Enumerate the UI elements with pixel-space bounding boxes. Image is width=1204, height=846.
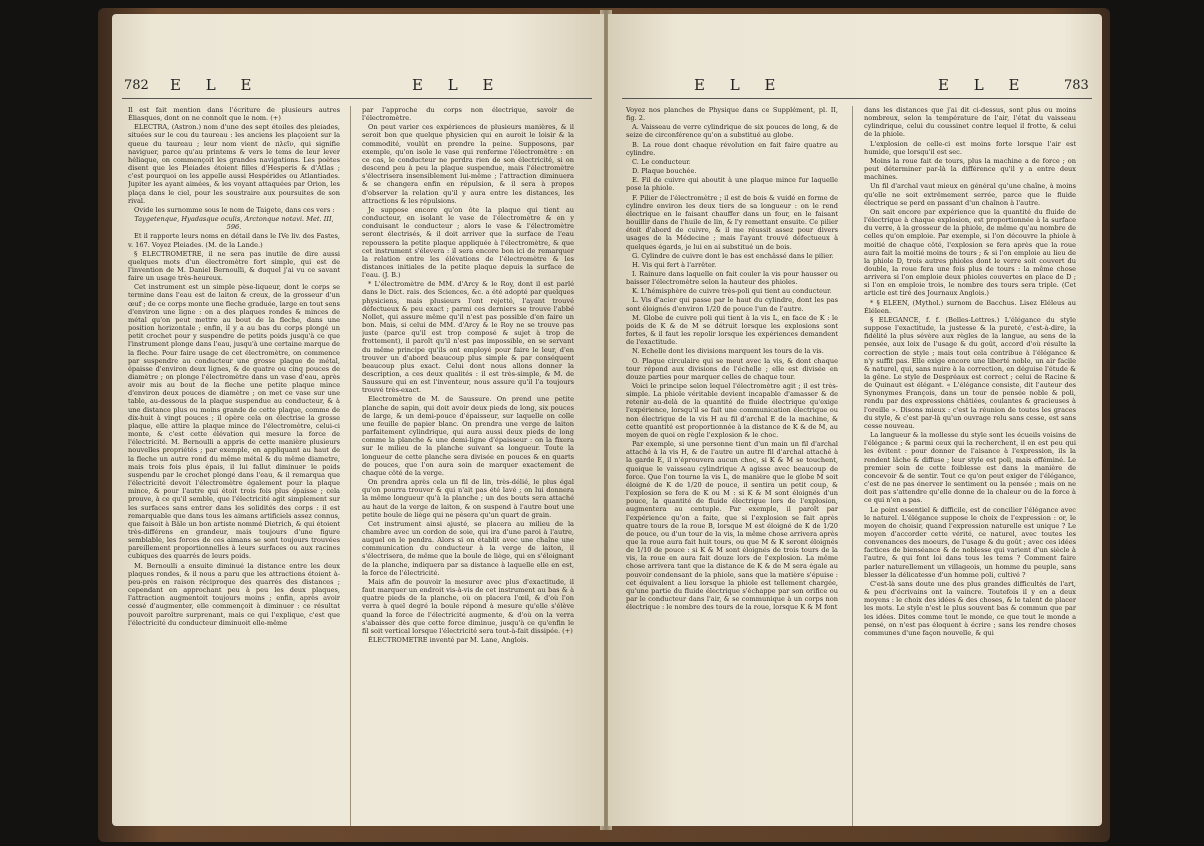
paragraph: A. Vaisseau de verre cylindrique de six pouces de long, & de seize de circonférence qu'on a substitué au globe. [626,123,838,140]
paragraph: L. Vis d'acier qui passe par le haut du cylindre, dont les pas sont éloignés d'environ 1/20 de pouce l'un de l'autre. [626,296,838,313]
paragraph: I. Rainure dans laquelle on fait couler la vis pour hausser ou baisser l'électromètre selon la hauteur des phioles. [626,269,838,287]
paragraph: Et il rapporte leurs noms en détail dans le IVe liv. des Fastes, v. 167. Voyez Pleiades. (M. de la Lande.) [128,232,340,249]
left-header-rule [122,98,592,99]
paragraph: Par exemple, si une personne tient d'un main un fil d'archal attaché à la vis H, & de l'autre un autre fil d'archal attaché à la garde E, il n'éprouvera aucun choc, si K & M se touchent, quoique le vaisseau cylindrique A agisse avec beaucoup de force. Que l'on tourne la vis L, de manière que le globe M soit éloigné de K de 1/20 de pouce, il sentira un petit coup, & l'explosion se fera de K ou M : si K & M sont éloignés d'un pouce, la quantité de fluide électrique lors de l'explosion, augmentera au centuple. Par exemple, il paroît par l'expérience qu'on a faite, que si l'explosion se fait après quatre tours de la roue B, lorsque M est éloigné de K de 1/20 de pouce, ou d'un tour de la vis, la même chose arrivera après que la roue aura fait huit tours, ou que M & K seront éloignés de 1/10 de pouce : si K & M sont éloignés de trois tours de la vis, la roue en aura fait douze lors de l'explosion. La même chose arrivera tant que la distance de K & de M sera égale au pouvoir condensant de la phiole, sans que la matière s'épuise : cet équivalent a lieu lorsque la phiole est tellement chargée, qu'une partie du fluide électrique s'échappe par son orifice ou par le conducteur dans l'air, & se communique à un corps non électrique : le nombre des tours de la roue, lorsque K & M font [626,440,838,612]
right-column-divider [852,106,853,826]
paragraph: Mais afin de pouvoir la mesurer avec plus d'exactitude, il faut marquer un endroit vis-à-vis de cet instrument au bas & à quatre pieds de la planche, où on placera l'œil, & d'où l'on verra à quel degré la boule répond à mesure qu'elle s'élève quand la force de l'électricité augmente, & d'où on la verra s'abaisser dès que cette force diminue, jusqu'à ce qu'enfin le fil soit vertical lorsque l'électricité sera tout-à-fait dissipée. (+) [362,577,574,635]
left-running-head: E L E [170,76,262,94]
right-header-rule [622,98,1092,99]
paragraph: ÉLECTROMETRE inventé par M. Lane, Anglois. [368,636,529,644]
paragraph: D. Plaque bouchée. [632,167,697,176]
paragraph: Cet instrument ainsi ajusté, se placera au milieu de la chambre avec un cordon de soie, qui ira d'une paroi à l'autre, auquel on le pendra. Alors si on établit avec une chaîne une communication du conducteur à la verge de laiton, il s'électrisera, de même que la boule de liège, qui en s'éloignant de la planche, indiquera par sa distance à laquelle elle en est, la force de l'électricité. [362,519,574,577]
right-running-head-2: E L E [938,76,1030,94]
paragraph: E. Fil de cuivre qui aboutit à une plaque mince fur laquelle pose la phiole. [626,176,838,193]
paragraph: H. Vis qui fert à l'arrêter. [632,260,717,269]
left-running-head-2: E L E [412,76,504,94]
paragraph: C'est-là sans doute une des plus grandes difficultés de l'art, & peu d'écrivains ont la vaincre. Toutefois il y en a deux moyens : le choix des idées & des choses, & le talent de placer les mots. Le style n'est le plus souvent bas & commun que par les idées. Dites comme tout le monde, ce que tout le monde a pensé, on n'est pas éloquent à écrire ; sans les rendre choses communes d'une façon nouvelle, & qui [864,579,1076,637]
paragraph: Il est fait mention dans l'écriture de plusieurs autres Éliasques, dont on ne connoît que le nom. (+) [128,106,340,123]
paragraph: La langueur & la mollesse du style sont les écueils voisins de l'élégance ; & parmi ceux qui la recherchent, il en est peu qui les évitent : pour donner de l'aisance à l'expression, ils la rendent lâche & diffuse ; leur style est poli, mais efféminé. Le premier soin de cette foiblesse est dans la manière de concevoir & de sentir. Tout ce qu'on peut exiger de l'élégance, c'est de ne pas énerver le sentiment ou la pensée ; mais on ne doit pas s'attendre qu'elle donne de la chaleur ou de la force à ce qui n'en a pas. [864,431,1076,505]
verse-quote: Taygetenque, Hyadasque oculis, Arctonque notavi. Met. III, 596. [134,215,334,232]
right-page-number: 783 [1064,78,1089,93]
right-page [608,14,1102,826]
paragraph: O. Plaque circulaire qui se meut avec la vis, & dont chaque tour répond aux divisions de l'échelle ; elle est divisée en douze parties pour marquer celles de chaque tour. [626,356,838,381]
paragraph: F. Pilier de l'électromètre ; il est de bois & vuidé en forme de cylindre environ les deux tiers de sa longueur : on le rend électrique en le faisant chauffer dans un four, en le faisant bouillir dans de l'huile de lin, & l'y remettant ensuite. Ce pilier étoit d'abord de cuivre, & il me réussit assez pour divers usages de la Médecine ; mais l'ayant trouvé défectueux à quelques égards, je lui en ai substitué un de bois. [626,193,838,251]
paragraph: Cet instrument est un simple pèse-liqueur, dont le corps se termine dans l'eau est de laiton & creux, de la grosseur d'un œuf ; de ce corps monte une fleche graduée, large en tout sens d'environ une ligne : on a des plaques rondes & minces de métal qu'on peut mettre au bout de la fleche, dans une position horizontale ; enfin, il y a au bas du corps plongé un petit crochet pour y suspendre de petits poids jusqu'à ce que l'instrument plonge dans l'eau, jusqu'à une certaine marque de la fleche. Pour faire usage de cet électromètre, on commence par suspendre au conducteur une grosse plaque de métal, épaisse d'environ deux lignes, & de quatre ou cinq pouces de diamètre ; on plonge l'électromètre dans un vase d'eau, après avoir mis au bout de la fleche une petite plaque mince d'environ deux pouces de diamètre ; on met ce vase sur une table, au-dessous de la plaque suspendue au conducteur, & à une distance plus ou moins grande de cette plaque, comme de dix-huit à vingt pouces ; il opère cela on électrise la grosse plaque, elle attire la plaque mince de l'électromètre, celui-ci monte, & c'est cette élévation qui mesure la force de l'électricité. M. Bernoulli a appris de cette manière plusieurs nouvelles propriétés ; par exemple, en appliquant au haut de la fleche un autre rond du même métal & du même diametre, mais trois fois plus épais, il lui fallut diminuer le poids suspendu par le crochet plongé dans l'eau, & il remarqua que l'électricité devoit l'électromètre également pour la plaque mince, & pour l'autre qui étoit trois fois plus épaisse ; cela prouve, à ce qu'il semble, que l'électricité agit simplement sur les surfaces sans entrer dans les solidités des corps : il est remarquable que dans tous les aimans artificiels assez connus, que faisoit à Bâle un bon artiste nommé Dietrich, & qui étoient très-différens en grandeur, mais toujours d'une figure semblable, les forces de ces aimans se sont toujours trouvées pareillement proportionnelles à leurs surfaces ou aux racines cubiques des quarrés de leurs poids. [128,283,340,561]
right-running-head: E L E [694,76,786,94]
paragraph: Voyez nos planches de Physique dans ce Supplément, pl. II, fig. 2. [626,106,838,123]
paragraph: On prendra après cela un fil de lin, très-délié, le plus égal qu'on pourra trouver & qui n'ait pas été lavé ; on lui donnera la même longueur qu'à la planche ; un des bouts sera attaché au haut de la verge de laiton, & on suspend à l'autre bout une petite boule de liège qui ne pèsera qu'un quart de grain. [362,478,574,519]
paragraph: * L'électromètre de MM. d'Arcy & le Roy, dont il est parlé dans le Dict. rais. des Sciences, &c. a été adopté par quelques physiciens, mais plusieurs l'ont rejetté, l'ayant trouvé défectueux & peu exact ; parmi ces derniers se trouve l'abbé Nollet, qui assure même qu'il n'est pas possible d'en faire un bon. Mais, si celui de MM. d'Arcy & le Roy ne se trouve pas juste (parce qu'il est trop composé & sujet à trop de frottement), il paroît qu'il n'est pas impossible, en se servant du même principe qu'ils ont employé pour faire le leur, d'en trouver un d'abord beaucoup plus simple & par conséquent beaucoup plus exact. Celui dont nous allons donner la description, a ces deux qualités : il est très-simple, & M. de Saussure qui en est l'inventeur, nous assure qu'il l'a toujours trouvé très-exact. [362,280,574,395]
paragraph: M. Bernoulli a ensuite diminué la distance entre les deux plaques rondes, & il nous a paru que les attractions étoient à-peu-près en raison réciproque des quarrés des distances ; cependant en approchant peu à peu les deux plaques, l'attraction augmentoit toujours moins ; enfin, après avoir cessé d'augmenter, elle commençoit à diminuer : ce résultat pouvoit paroître surprenant, mais ce qui l'explique, c'est que l'électricité du conducteur diminuoit elle-même [128,561,340,627]
paragraph: * § ELEEN, (Mythol.) surnom de Bacchus. Lisez Eléleus au Éléleen. [864,298,1076,315]
paragraph: Moins la roue fait de tours, plus la machine a de force ; on peut déterminer par-là la différence qu'il y a entre deux machines. [864,156,1076,182]
paragraph: dans les distances que j'ai dit ci-dessus, sont plus ou moins nombreux, selon la température de l'air, l'état du vaisseau cylindrique, celui du coussinet contre lequel il frotte, & celui de la phiole. [864,106,1076,139]
paragraph: par l'approche du corps non électrique, savoir de l'électromètre. [362,106,574,123]
paragraph: C. Le conducteur. [632,157,691,166]
paragraph: G. Cylindre de cuivre dont le bas est enchâssé dans le pilier. [632,251,834,260]
paragraph: § ELEGANCE, f. f. (Belles-Lettres.) L'élégance du style suppose l'exactitude, la justesse & la pureté, c'est-à-dire, la fidélité la plus sévère aux règles de la langue, au sens de la pensée, aux loix de l'usage & du goût, accord d'où résulte la correction de style ; mais tout cela contribue à l'élégance & n'y suffit pas. Elle exige encore une liberté noble, un air facile & naturel, qui, sans nuire à la correction, en déguise l'étude & la gêne. Le style de Despréaux est correct ; celui de Racine & de Quinaut est élégant. « L'élégance consiste, dit l'auteur des Synonymes François, dans un tour de pensée noble & poli, rendu par des expressions châtiées, coulantes & gracieuses à l'oreille ». Disons mieux : c'est la réunion de toutes les graces du style, & c'est par-là qu'un ouvrage relu sans cesse, est sans cesse nouveau. [864,315,1076,430]
left-column-1 [128,106,340,826]
paragraph: Voici le principe selon lequel l'électromètre agit ; il est très-simple. La phiole véritable devient incapable d'amasser & de retenir au-delà de la quantité de fluide électrique qu'exige l'expérience, lorsqu'il se fait une communication électrique ou non électrique de la vis H au fil d'archal E de la machine, & cette quantité est proportionnée à la distance de K & de M, au moyen de quoi on règle l'explosion & le choc. [626,382,838,439]
paragraph: Le point essentiel & difficile, est de concilier l'élégance avec le naturel. L'élégance suppose le choix de l'expression : or, le moyen de choisir, quand l'expression naturelle est unique ? Le moyen d'accorder cette vérité, ce naturel, avec toutes les convenances des moeurs, de l'usage & du goût ; avec ces idées factices de bienséance & de noblesse qui varient d'un siècle à l'autre, & qui font loi dans tous les tems ? Comment faire parler naturellement un villageois, un homme du peuple, sans blesser la délicatesse d'un homme poli, cultivé ? [864,505,1076,579]
paragraph: Electromètre de M. de Saussure. On prend une petite planche de sapin, qui doit avoir deux pieds de long, six pouces de large, & un demi-pouce d'épaisseur, sur laquelle on colle une feuille de papier blanc. On prendra une verge de laiton parfaitement cylindrique, qui aura aussi deux pieds de long comme la planche & une demi-ligne d'épaisseur : on la fixera sur le milieu de la planche suivant sa longueur. Toute la longueur de cette planche sera divisée en pouces & en quarts de pouces, que l'on aura soin de marquer exactement de chaque côté de la verge. [362,395,574,477]
paragraph: B. La roue dont chaque révolution en fait faire quatre au cylindre. [626,140,838,157]
paragraph: Un fil d'archal vaut mieux en général qu'une chaîne, à moins qu'elle ne soit extrêmement serrée, parce que le fluide électrique se perd en passant d'un chaînon à l'autre. [864,182,1076,207]
paragraph: ELECTRA, (Astron.) nom d'une des sept étoiles des pleiades, situées sur le cou du taureau : les anciens les plaçoient sur la queue du taureau ; leur nom vient de πλεῖν, qui signifie naviguer, parce qu'au printems & vers le tems de leur lever héliaque, on commençoit les grandes navigations. Les poètes disent que les Pleiades étoient filles d'Hesperis & d'Atlas ; c'est pourquoi on les appelle aussi Hespérides ou Atlantiades. Jupiter les ayant aimées, & les voyant attaquées par Orion, les plaça dans le ciel, pour les soustraire aux poursuites de son rival. [128,123,340,205]
paragraph: Ovide les surnomme sous le nom de Taigete, dans ces vers : [134,205,335,214]
right-column-2 [864,106,1076,826]
left-column-2 [362,106,574,826]
paragraph: On peut varier ces expériences de plusieurs manières, & il seroit bon que quelque physicien qui en auroit le loisir & la commodité, voulût en prendre la peine. Supposons, par exemple, qu'on isole le vase qui renferme l'électromètre : en ce cas, le conducteur ne perdra rien de son électricité, si on descend peu à peu la plaque suspendue, mais l'électromètre s'électrisera insensiblement lui-même ; l'attraction diminuera & se changera enfin en répulsion, & il sera à propos d'observer la relation qu'il y aura entre les distances, les attractions & les répulsions. [362,123,574,205]
left-column-divider [350,106,351,826]
paragraph: § ELECTROMETRE, il ne sera pas inutile de dire aussi quelques mots d'un électromètre fort simple, qui est de l'invention de M. Daniel Bernoulli, & duquel j'ai vu ce savant faire un usage très-heureux. [128,249,340,283]
paragraph: Je suppose encore qu'on ôte la plaque qui tient au conducteur, en isolant le vase de l'électromètre & en y conduisant le conducteur ; alors le vase & l'électromètre seront électrisés, & il doit arriver que la surface de l'eau repoussera la petite plaque appliquée à l'électromètre, & que cet instrument s'élevera : il sera encore bon ici de remarquer la relation entre les élévations de l'électromètre & les distances initiales de la petite plaque depuis la surface de l'eau. (J. B.) [362,205,574,280]
paragraph: N. Echelle dont les divisions marquent les tours de la vis. [632,347,824,356]
paragraph: On sait encore par expérience que la quantité du fluide de l'électrique à chaque explosion, est proportionnée à la surface du verre, à la grosseur de la phiole, de même qu'au nombre de celles qu'on emploie. Par exemple, si l'on découvre la phiole à moitié de chaque côté, l'explosion se fera après que la roue aura fait la moitié moins de tours ; & si l'on emploie au lieu de la phiole D, trois autres phioles dont le verre soit couvert du double, la roue fera une fois plus de tours : la même chose arrivera si l'on emploie deux phioles couvertes en place de D ; si l'on en emploie trois, le nombre des tours sera triple. (Cet article est tiré des Journaux Anglois.) [864,207,1076,298]
paragraph: K. L'hémisphère de cuivre très-poli qui tient au conducteur. [632,287,832,296]
paragraph: M. Globe de cuivre poli qui tient à la vis L, en face de K : le poids de K & de M se détruit lorsque les explosions sont fortes, & il faut les repolir lorsque les expériences demandent de l'exactitude. [626,313,838,347]
right-column-1 [626,106,838,826]
left-page-number: 782 [124,78,149,93]
left-page [112,14,604,826]
paragraph: L'explosion de celle-ci est moins forte lorsque l'air est humide, que lorsqu'il est sec. [864,139,1076,156]
